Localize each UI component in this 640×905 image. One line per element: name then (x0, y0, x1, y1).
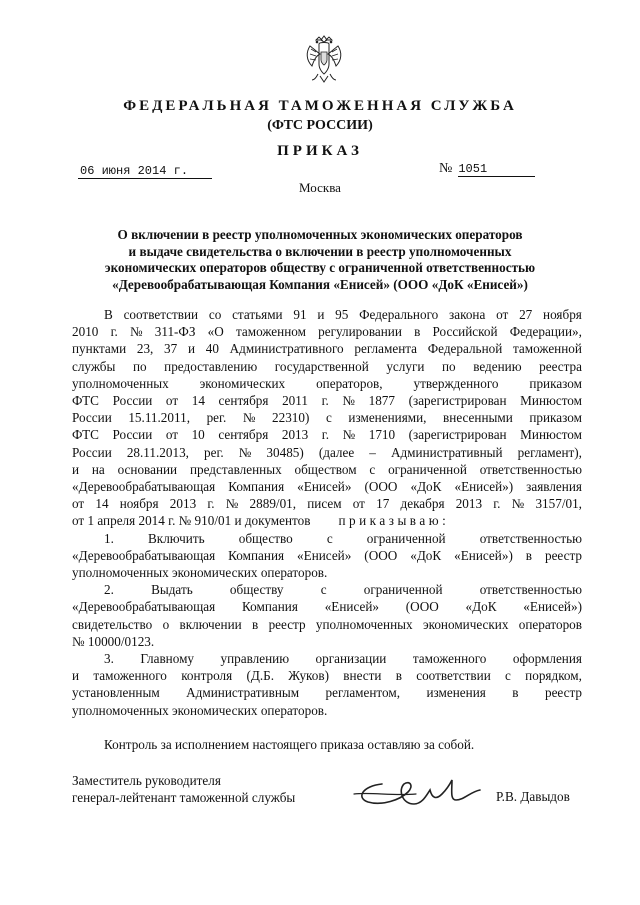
signatory-position (72, 772, 295, 806)
item-1 (72, 530, 582, 564)
title-line: и выдаче свидетельства о включении в реестр уполномоченных (128, 243, 512, 259)
item-1-last-line (72, 564, 582, 581)
title-line: «Деревообрабатывающая Компания «Енисей» (ООО «ДоК «Енисей») (112, 276, 528, 292)
title-line: экономических операторов обществу с ограниченной ответственностью (104, 260, 536, 275)
item1-line: 1. Включить общество с ограниченной ответственностью (104, 530, 582, 546)
order-number-block (439, 161, 535, 177)
coat-of-arms-emblem (302, 30, 346, 86)
order-title (80, 227, 560, 293)
preamble-last-text: от 1 апреля 2014 г. № 910/01 и документов (72, 513, 311, 529)
preamble-line: уполномоченных экономических операторов, утвержденного приказом (72, 375, 582, 391)
number-sign: № (439, 161, 453, 176)
item3-line: установленным Административным регламентом, изменения в реестр (72, 685, 582, 701)
preamble-line: и на основании представленных обществом с ограниченной ответственностью (72, 461, 582, 477)
agency-name: ФЕДЕРАЛЬНАЯ ТАМОЖЕННАЯ СЛУЖБА (123, 98, 517, 114)
item-1-last-text: уполномоченных экономических операторов. (72, 565, 328, 581)
preamble-line: пунктами 23, 37 и 40 Административного регламента Федеральной таможенной (72, 341, 582, 357)
preamble-line: 2010 г. № 311-ФЗ «О таможенном регулировании в Российской Федерации», (72, 324, 582, 340)
order-number: 1051 (458, 162, 535, 177)
document-type: ПРИКАЗ (277, 143, 363, 159)
order-date: 06 июня 2014 г. (78, 164, 212, 179)
signatory-name: Р.В. Давыдов (496, 789, 570, 804)
item-3-last-text: уполномоченных экономических операторов. (72, 702, 328, 718)
item-3-last-line (72, 702, 582, 719)
handwritten-signature (352, 774, 486, 810)
item3-line: 3. Главному управлению организации таможенного оформления (104, 651, 582, 667)
control-text: Контроль за исполнением настоящего приказа оставляю за собой. (104, 736, 475, 752)
order-word: приказываю: (338, 513, 450, 529)
item-2 (72, 581, 582, 633)
title-line: О включении в реестр уполномоченных экономических операторов (117, 227, 523, 242)
item-2-last-line (72, 633, 582, 650)
item-3 (72, 650, 582, 702)
preamble-line: России 15.11.2011, рег. № 22310) с изменениями, внесенными приказом (72, 410, 582, 426)
preamble-line: В соответствии со статьями 91 и 95 Федерального закона от 27 ноября (104, 307, 582, 322)
preamble-line: ФТС России от 10 сентября 2013 г. № 1710 (зарегистрирован Минюстом (72, 427, 582, 443)
item1-line: «Деревообрабатывающая Компания «Енисей» (ООО «ДоК «Енисей») в реестр (72, 547, 582, 563)
item2-line: «Деревообрабатывающая Компания «Енисей» (ООО «ДоК «Енисей») (72, 599, 582, 615)
preamble-line: службы по предоставлению государственной услуги по ведению реестра (72, 358, 582, 374)
position-line-1: Заместитель руководителя (72, 773, 221, 788)
control-line (72, 736, 582, 753)
item2-line: свидетельство о включении в реестр уполномоченных экономических операторов (72, 616, 582, 632)
item3-line: и таможенного контроля (Д.Б. Жуков) внести в соответствии с порядком, (72, 668, 582, 684)
item-2-last-text: № 10000/0123. (72, 633, 155, 649)
agency-short-name: (ФТС РОССИИ) (267, 118, 373, 133)
preamble-last-line (72, 512, 582, 529)
item2-line: 2. Выдать обществу с ограниченной ответственностью (104, 582, 582, 598)
preamble-line: от 14 ноября 2013 г. № 2889/01, писем от 17 декабря 2013 г. № 3157/01, (72, 496, 582, 512)
position-line-2: генерал-лейтенант таможенной службы (72, 790, 296, 806)
city: Москва (299, 180, 341, 195)
order-body (72, 306, 582, 753)
preamble (72, 306, 582, 512)
preamble-line: «Деревообрабатывающая Компания «Енисей» (ООО «ДоК «Енисей») заявления (72, 479, 582, 495)
preamble-line: России 28.11.2013, рег. № 30485) (далее – Административный регламент), (72, 444, 582, 460)
preamble-line: ФТС России от 14 сентября 2011 г. № 1877 (зарегистрирован Минюстом (72, 393, 582, 409)
